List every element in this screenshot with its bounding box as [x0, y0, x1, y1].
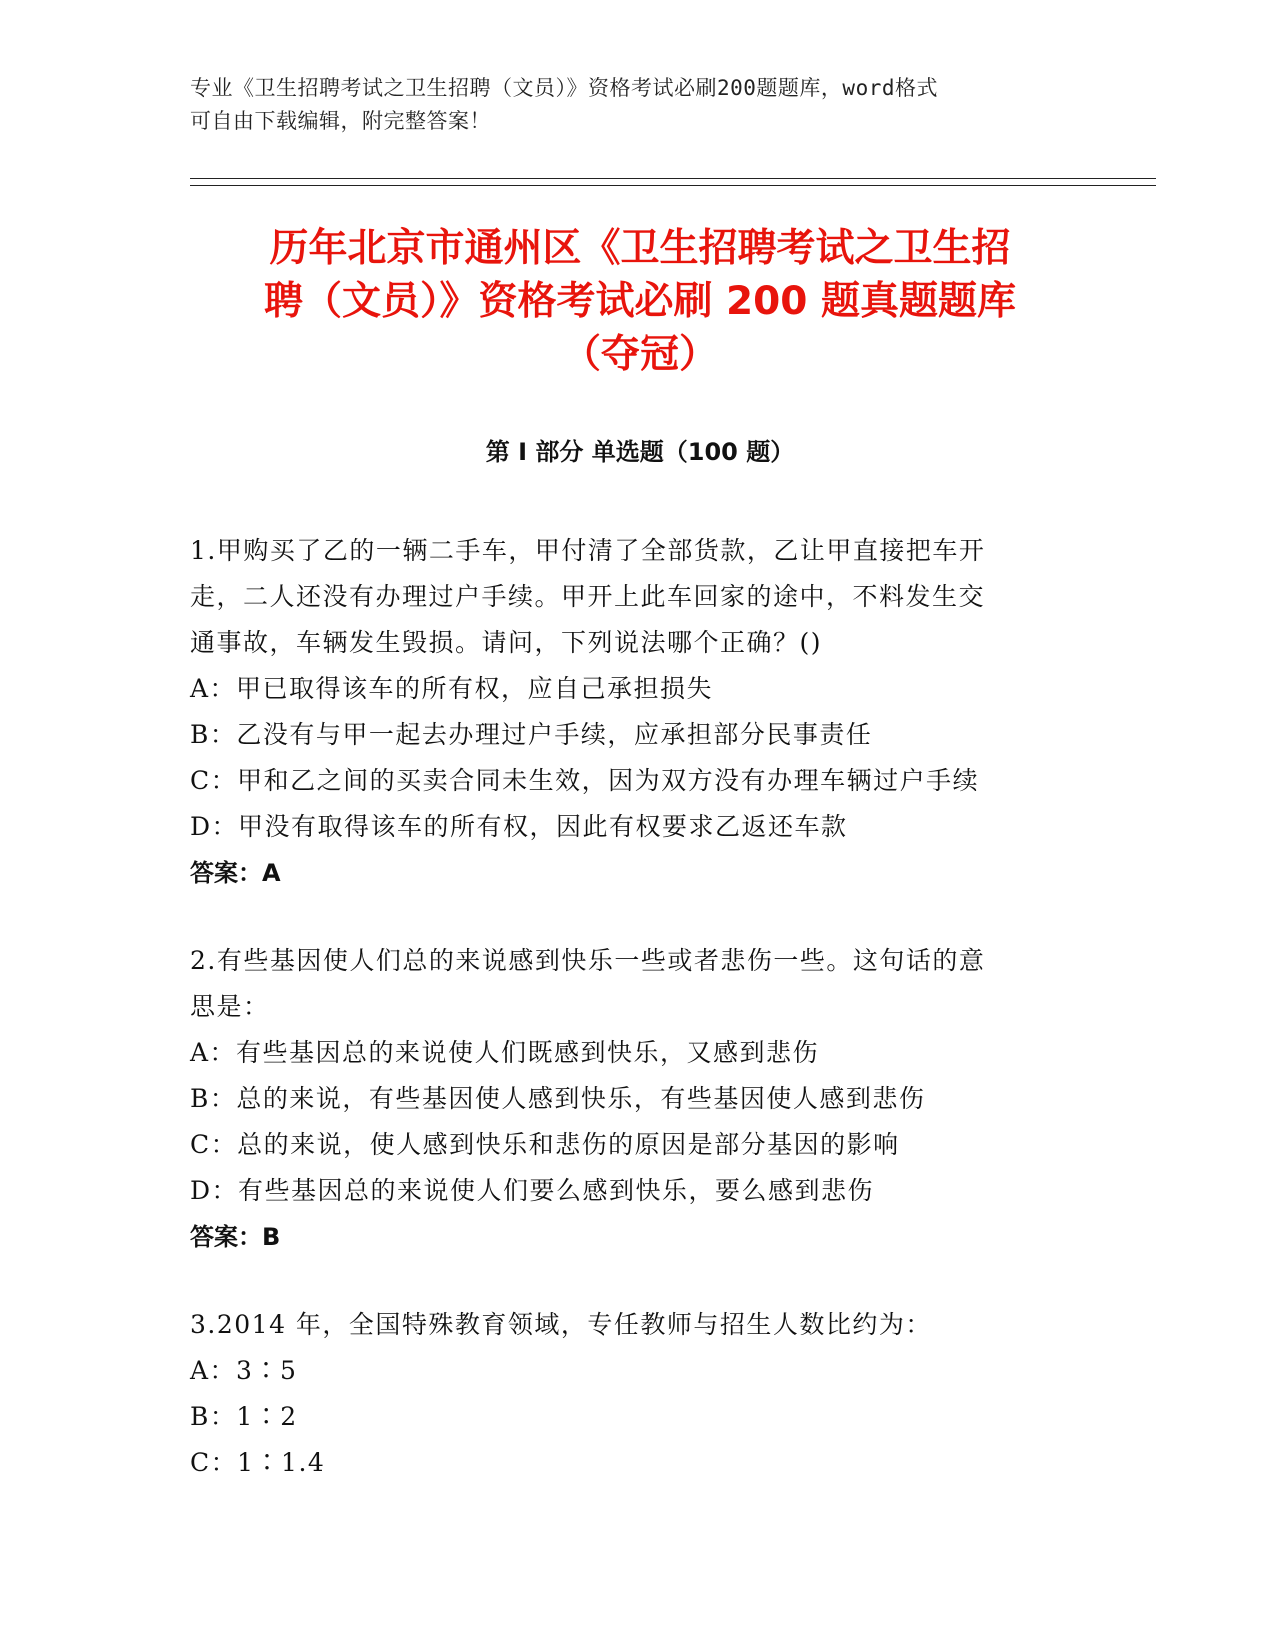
question-1 — [190, 528, 1070, 896]
question-stem-line: 1.甲购买了乙的一辆二手车，甲付清了全部货款，乙让甲直接把车开 — [190, 536, 986, 565]
question-stem-line: 通事故，车辆发生毁损。请问，下列说法哪个正确？() — [190, 628, 823, 657]
question-3 — [190, 1302, 1070, 1486]
option-d: D：有些基因总的来说使人们要么感到快乐，要么感到悲伤 — [190, 1176, 875, 1205]
option-a: A：有些基因总的来说使人们既感到快乐，又感到悲伤 — [190, 1038, 820, 1067]
option-d: D：甲没有取得该车的所有权，因此有权要求乙返还车款 — [190, 812, 848, 841]
question-2 — [190, 938, 1070, 1260]
document-title-line-1: 历年北京市通州区《卫生招聘考试之卫生招 — [269, 226, 1011, 271]
option-b: B：总的来说，有些基因使人感到快乐，有些基因使人感到悲伤 — [190, 1084, 926, 1113]
option-a: A：甲已取得该车的所有权，应自己承担损失 — [190, 674, 714, 703]
answer-label: 答案：B — [190, 1223, 281, 1251]
header-note — [190, 72, 1070, 138]
question-stem-line: 2.有些基因使人们总的来说感到快乐一些或者悲伤一些。这句话的意 — [190, 946, 986, 975]
document-title-line-3: （夺冠） — [561, 332, 718, 377]
section-heading: 第 I 部分 单选题（100 题） — [485, 438, 795, 466]
header-note-line-2: 可自由下载编辑，附完整答案！ — [190, 109, 491, 133]
header-divider-bottom — [190, 185, 1156, 186]
option-a: A：3∶5 — [190, 1356, 298, 1385]
document-title-line-2: 聘（文员）》资格考试必刷 200 题真题题库 — [263, 279, 1017, 324]
header-note-line-1: 专业《卫生招聘考试之卫生招聘（文员）》资格考试必刷200题题库，word格式 — [190, 76, 938, 100]
question-stem-line: 走，二人还没有办理过户手续。甲开上此车回家的途中，不料发生交 — [190, 582, 986, 611]
option-c: C：甲和乙之间的买卖合同未生效，因为双方没有办理车辆过户手续 — [190, 766, 980, 795]
option-b: B：1∶2 — [190, 1402, 298, 1431]
header-divider-top — [190, 178, 1156, 179]
document-title — [150, 222, 1130, 381]
question-list — [190, 528, 1070, 1528]
option-c: C：总的来说，使人感到快乐和悲伤的原因是部分基因的影响 — [190, 1130, 900, 1159]
option-c: C：1∶1.4 — [190, 1448, 326, 1477]
answer-label: 答案：A — [190, 859, 281, 887]
option-b: B：乙没有与甲一起去办理过户手续，应承担部分民事责任 — [190, 720, 873, 749]
question-stem-line: 3.2014 年，全国特殊教育领域，专任教师与招生人数比约为： — [190, 1310, 932, 1339]
question-stem-line: 思是： — [190, 992, 270, 1021]
